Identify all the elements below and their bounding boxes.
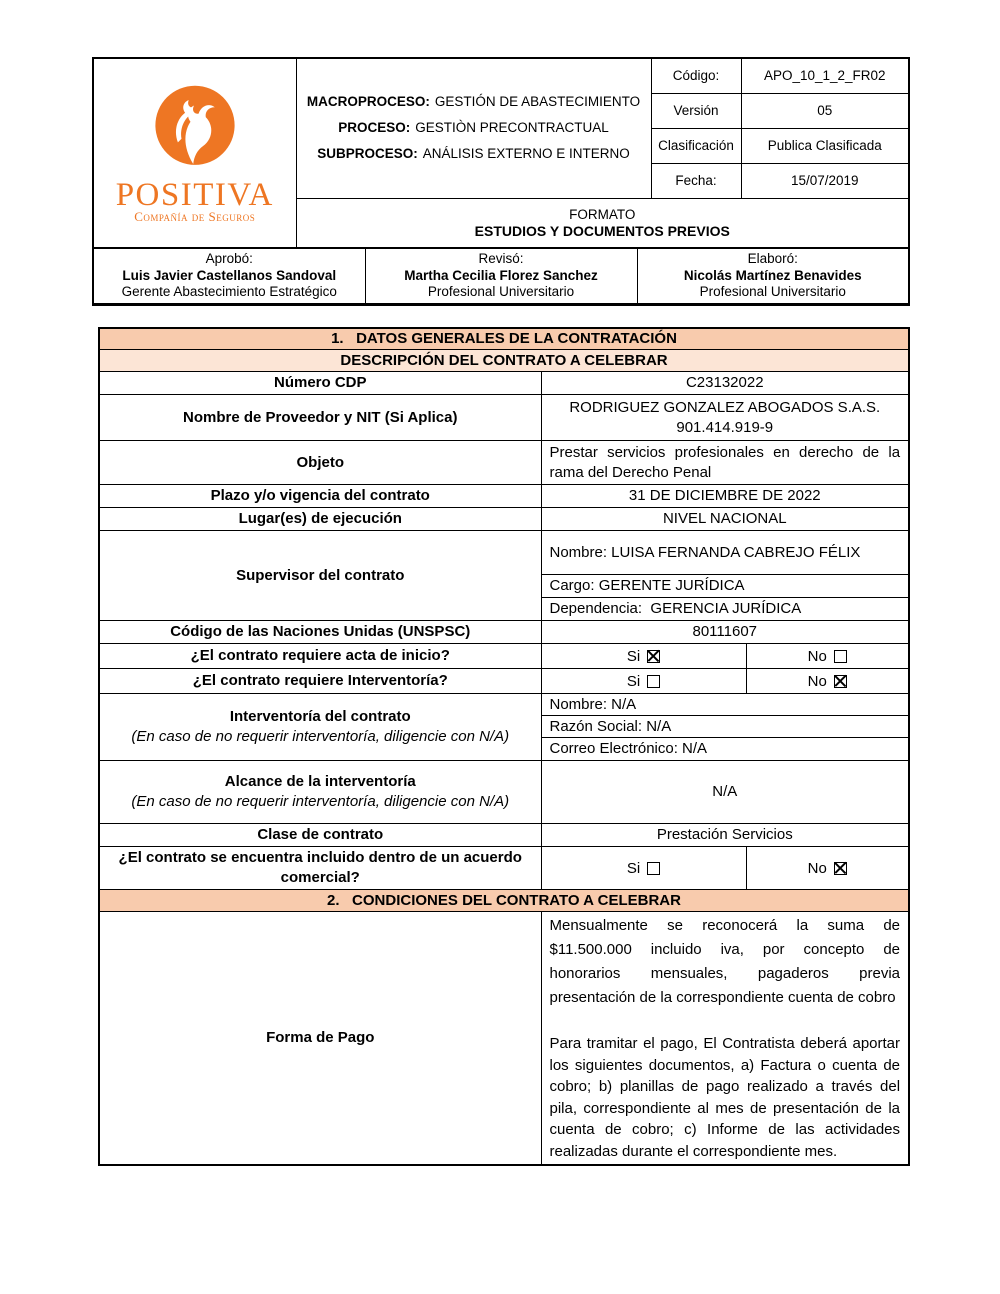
contract-data-table [98, 327, 910, 1167]
version-label: Versión [651, 93, 741, 128]
cdp-value: C23132022 [541, 372, 909, 395]
interventoria-no-label: No [807, 672, 827, 690]
table-row [99, 847, 909, 890]
interventoria-nombre: Nombre: N/A [542, 694, 909, 716]
elaboro-role: Elaboró: [747, 251, 798, 266]
plazo-label: Plazo y/o vigencia del contrato [99, 485, 541, 508]
proceso-label: PROCESO: [338, 120, 411, 136]
interventoria-contrato-title: Interventoría del contrato [229, 708, 411, 725]
proceso-value: GESTIÒN PRECONTRACTUAL [415, 120, 609, 136]
proveedor-label: Nombre de Proveedor y NIT (Si Aplica) [99, 395, 541, 441]
interventoria-no-cell [746, 669, 909, 694]
header-table [92, 57, 910, 249]
lugar-label: Lugar(es) de ejecución [99, 508, 541, 531]
acuerdo-si-checkbox [647, 862, 660, 875]
table-row [99, 824, 909, 847]
version-value: 05 [741, 93, 909, 128]
acuerdo-no-cell [746, 847, 909, 890]
table-row [99, 644, 909, 669]
table-row [99, 531, 909, 621]
cdp-label: Número CDP [99, 372, 541, 395]
forma-pago-paragraph-2: Para tramitar el pago, El Contratista deberá aportar los siguientes documentos, a) Factura o cuenta de cobro; b) planillas de pago realizado a través del pila, correspondiente al mes de presentación de la cuenta de cobro; c) Informe de las actividades realizadas durante el correspondiente mes. [549, 1035, 901, 1160]
acta-no-cell [746, 644, 909, 669]
acta-si-label: Si [626, 647, 641, 665]
reviso-name: Martha Cecilia Florez Sanchez [404, 267, 598, 283]
acta-no-label: No [807, 647, 827, 665]
interventoria-no-checkbox [834, 675, 847, 688]
subproceso-line [305, 146, 643, 161]
interventoria-razon-social: Razón Social: N/A [542, 716, 909, 738]
acta-si-checkbox [647, 650, 660, 663]
section1-subheader: DESCRIPCIÓN DEL CONTRATO A CELEBRAR [99, 350, 909, 372]
document-title: ESTUDIOS Y DOCUMENTOS PREVIOS [474, 222, 730, 239]
aprobo-title: Gerente Abastecimiento Estratégico [121, 284, 337, 299]
elaboro-title: Profesional Universitario [699, 284, 846, 299]
acuerdo-no-checkbox [834, 862, 847, 875]
plazo-value: 31 DE DICIEMBRE DE 2022 [541, 485, 909, 508]
acta-label: ¿El contrato requiere acta de inicio? [99, 644, 541, 669]
supervisor-label: Supervisor del contrato [99, 531, 541, 621]
forma-pago-label: Forma de Pago [99, 912, 541, 1166]
macroproceso-value: GESTIÓN DE ABASTECIMIENTO [434, 94, 641, 110]
section2-header: 2. CONDICIONES DEL CONTRATO A CELEBRAR [99, 890, 909, 912]
interventoria-contrato-value-cell [541, 694, 909, 761]
interventoria-si-label: Si [626, 672, 641, 690]
table-row [99, 441, 909, 485]
macroproceso-label: MACROPROCESO: [306, 94, 430, 110]
unspsc-value: 80111607 [541, 621, 909, 644]
objeto-value: Prestar servicios profesionales en derecho de la rama del Derecho Penal [541, 441, 909, 485]
table-row [99, 621, 909, 644]
supervisor-dependencia: Dependencia: GERENCIA JURÍDICA [549, 600, 802, 617]
reviso-role: Revisó: [478, 251, 524, 266]
acuerdo-si-label: Si [626, 859, 641, 877]
acuerdo-no-label: No [807, 859, 827, 877]
interventoria-si-cell [541, 669, 746, 694]
macroproceso-line [305, 94, 643, 109]
signoff-table [92, 247, 910, 306]
interventoria-si-checkbox [647, 675, 660, 688]
supervisor-value-cell [541, 531, 909, 621]
supervisor-cargo: Cargo: GERENTE JURÍDICA [542, 575, 909, 598]
clasificacion-label: Clasificación [651, 128, 741, 163]
proceso-line [305, 120, 643, 135]
table-row [99, 694, 909, 761]
aprobo-role: Aprobó: [205, 251, 253, 266]
subproceso-value: ANÁLISIS EXTERNO E INTERNO [422, 146, 630, 162]
aprobo-name: Luis Javier Castellanos Sandoval [122, 267, 337, 283]
acta-no-checkbox [834, 650, 847, 663]
document-sheet [92, 57, 908, 1166]
elaboro-cell [637, 248, 909, 304]
objeto-label: Objeto [99, 441, 541, 485]
codigo-value: APO_10_1_2_FR02 [741, 58, 909, 93]
table-row [99, 669, 909, 694]
reviso-title: Profesional Universitario [427, 284, 575, 299]
formato-cell [296, 198, 909, 248]
process-cell [296, 58, 651, 198]
aprobo-cell [93, 248, 365, 304]
clase-label: Clase de contrato [99, 824, 541, 847]
table-row [99, 372, 909, 395]
fecha-value: 15/07/2019 [741, 163, 909, 198]
brand-wordmark: POSITIVA [115, 177, 274, 213]
table-row [99, 508, 909, 531]
logo-cell [93, 58, 296, 248]
positiva-logo-icon [150, 160, 240, 177]
fecha-label: Fecha: [651, 163, 741, 198]
table-row [99, 761, 909, 824]
alcance-title: Alcance de la interventoría [224, 773, 416, 790]
lugar-value: NIVEL NACIONAL [541, 508, 909, 531]
alcance-note: (En caso de no requerir interventoría, diligencie con N/A) [131, 793, 510, 810]
elaboro-name: Nicolás Martínez Benavides [683, 267, 862, 283]
proveedor-value: RODRIGUEZ GONZALEZ ABOGADOS S.A.S. 901.414.919-9 [541, 395, 909, 441]
acta-si-cell [541, 644, 746, 669]
section1-header: 1. DATOS GENERALES DE LA CONTRATACIÓN [99, 328, 909, 350]
reviso-cell [365, 248, 637, 304]
subproceso-label: SUBPROCESO: [317, 146, 418, 162]
interventoria-contrato-note: (En caso de no requerir interventoría, diligencie con N/A) [131, 728, 510, 745]
interventoria-contrato-label [99, 694, 541, 761]
interventoria-q-label: ¿El contrato requiere Interventoría? [99, 669, 541, 694]
alcance-value: N/A [541, 761, 909, 824]
forma-pago-paragraph-1: Mensualmente se reconocerá la suma de $11.500.000 incluido iva, por concepto de honorarios mensuales, pagaderos previa presentación de la correspondiente cuenta de cobro [549, 917, 901, 1006]
alcance-label [99, 761, 541, 824]
acuerdo-label: ¿El contrato se encuentra incluido dentro de un acuerdo comercial? [99, 847, 541, 890]
clasificacion-value: Publica Clasificada [741, 128, 909, 163]
formato-line: FORMATO [569, 206, 636, 222]
forma-pago-value [541, 912, 909, 1166]
table-row [99, 912, 909, 1166]
codigo-label: Código: [651, 58, 741, 93]
brand-tagline: Compañía de Seguros [134, 209, 256, 224]
interventoria-correo: Correo Electrónico: N/A [549, 740, 708, 757]
table-row [99, 485, 909, 508]
table-row [99, 395, 909, 441]
unspsc-label: Código de las Naciones Unidas (UNSPSC) [99, 621, 541, 644]
acuerdo-si-cell [541, 847, 746, 890]
supervisor-nombre: Nombre: LUISA FERNANDA CABREJO FÉLIX [542, 531, 909, 575]
clase-value: Prestación Servicios [541, 824, 909, 847]
